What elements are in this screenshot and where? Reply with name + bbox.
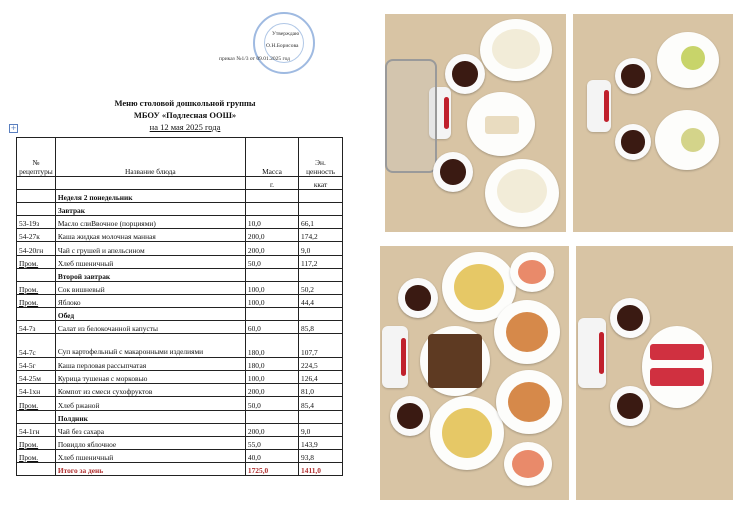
- approval-line1: Утверждаю: [272, 31, 300, 37]
- cup-juice-2: [615, 124, 651, 160]
- photo-snack: [576, 246, 733, 500]
- header-dish: Название блюда: [55, 138, 245, 177]
- table-row: 54-5г Каша перловая рассыпчатая 180,0 224,5: [17, 358, 343, 371]
- dish-rack: [385, 59, 437, 173]
- table-row: Пром. Хлеб ржаной 50,0 85,4: [17, 397, 343, 410]
- approval-order: приказ №1/3 от 09.01.2025 год: [219, 56, 290, 62]
- section-lunch: Обед: [55, 307, 245, 320]
- section-snack: Полдник: [55, 410, 245, 423]
- cup-tea-4: [610, 386, 650, 426]
- menu-date: на 12 мая 2025 года: [149, 122, 221, 132]
- table-row: Пром. Повидло яблочное 55,0 143,9: [17, 436, 343, 449]
- menu-title: Меню столовой дошкольной группы: [114, 98, 256, 108]
- cup-tea-1: [445, 54, 485, 94]
- table-row: 54-7с Суп картофельный с макаронными изделиями 180,0 107,7: [17, 334, 343, 358]
- section-second-breakfast: Второй завтрак: [55, 268, 245, 281]
- school-name: МБОУ «Подлесная ООШ»: [133, 110, 237, 120]
- section-breakfast: Завтрак: [55, 203, 245, 216]
- cup-tea-3: [610, 298, 650, 338]
- table-row: 54-1гн Чай без сахара 200,0 9,0: [17, 423, 343, 436]
- plate-rye-bread: [420, 326, 490, 396]
- table-row: Пром. Хлеб пшеничный 50,0 117,2: [17, 255, 343, 268]
- menu-table: [16, 137, 343, 476]
- table-row: Пром. Сок вишневый 100,0 50,2: [17, 281, 343, 294]
- table-row: 53-19з Масло слиВвочное (порциями) 10,0 66,1: [17, 216, 343, 229]
- header-recipe: № рецептуры: [17, 138, 56, 177]
- plate-porridge-2: [485, 159, 559, 227]
- unit-mass: г.: [245, 177, 298, 190]
- bowl-salad-1: [510, 252, 554, 292]
- plate-apple-1: [657, 32, 719, 88]
- photo-second-breakfast: [573, 14, 733, 232]
- table-row: 54-20гн Чай с грушей и апельсином 200,0 9,0: [17, 242, 343, 255]
- plate-barley-chicken-2: [496, 370, 562, 434]
- week-label: Неделя 2 понедельник: [55, 190, 245, 203]
- plate-barley-chicken-1: [494, 300, 560, 364]
- napkin-holder-2: [587, 80, 611, 132]
- plate-bread-jam: [642, 326, 712, 408]
- photo-breakfast: [385, 14, 566, 232]
- cup-juice-1: [615, 58, 651, 94]
- table-row: 54-7з Салат из белокочанной капусты 60,0 85,8: [17, 321, 343, 334]
- plate-soup-2: [430, 396, 504, 470]
- plate-porridge-1: [480, 19, 552, 81]
- unit-energy: ккат: [299, 177, 343, 190]
- plate-bread-butter: [467, 92, 535, 156]
- table-row: 54-25м Курица тушеная с морковью 100,0 126,4: [17, 371, 343, 384]
- table-row: Пром. Хлеб пшеничный 40,0 93,8: [17, 449, 343, 462]
- table-move-handle-icon[interactable]: +: [10, 124, 17, 132]
- photo-lunch: [380, 246, 569, 500]
- table-row: Пром. Яблоко 100,0 44,4: [17, 294, 343, 307]
- cup-compote-2: [390, 396, 430, 436]
- cup-tea-2: [433, 152, 473, 192]
- plate-apple-2: [655, 110, 719, 170]
- table-row: 54-1хн Компот из смеси сухофруктов 200,0 81,0: [17, 384, 343, 397]
- total-row: Итого за день 1725,0 1411,0: [17, 462, 343, 475]
- cup-compote-1: [398, 278, 438, 318]
- header-mass: Масса: [245, 138, 298, 177]
- bowl-salad-2: [504, 442, 552, 486]
- napkin-holder-3: [382, 326, 408, 388]
- table-row: 54-27к Каша жидкая молочная манная 200,0 174,2: [17, 229, 343, 242]
- header-energy: Эн. ценность: [299, 138, 343, 177]
- napkin-holder-4: [578, 318, 606, 388]
- approval-line2: О.Н.Борисова: [266, 43, 299, 49]
